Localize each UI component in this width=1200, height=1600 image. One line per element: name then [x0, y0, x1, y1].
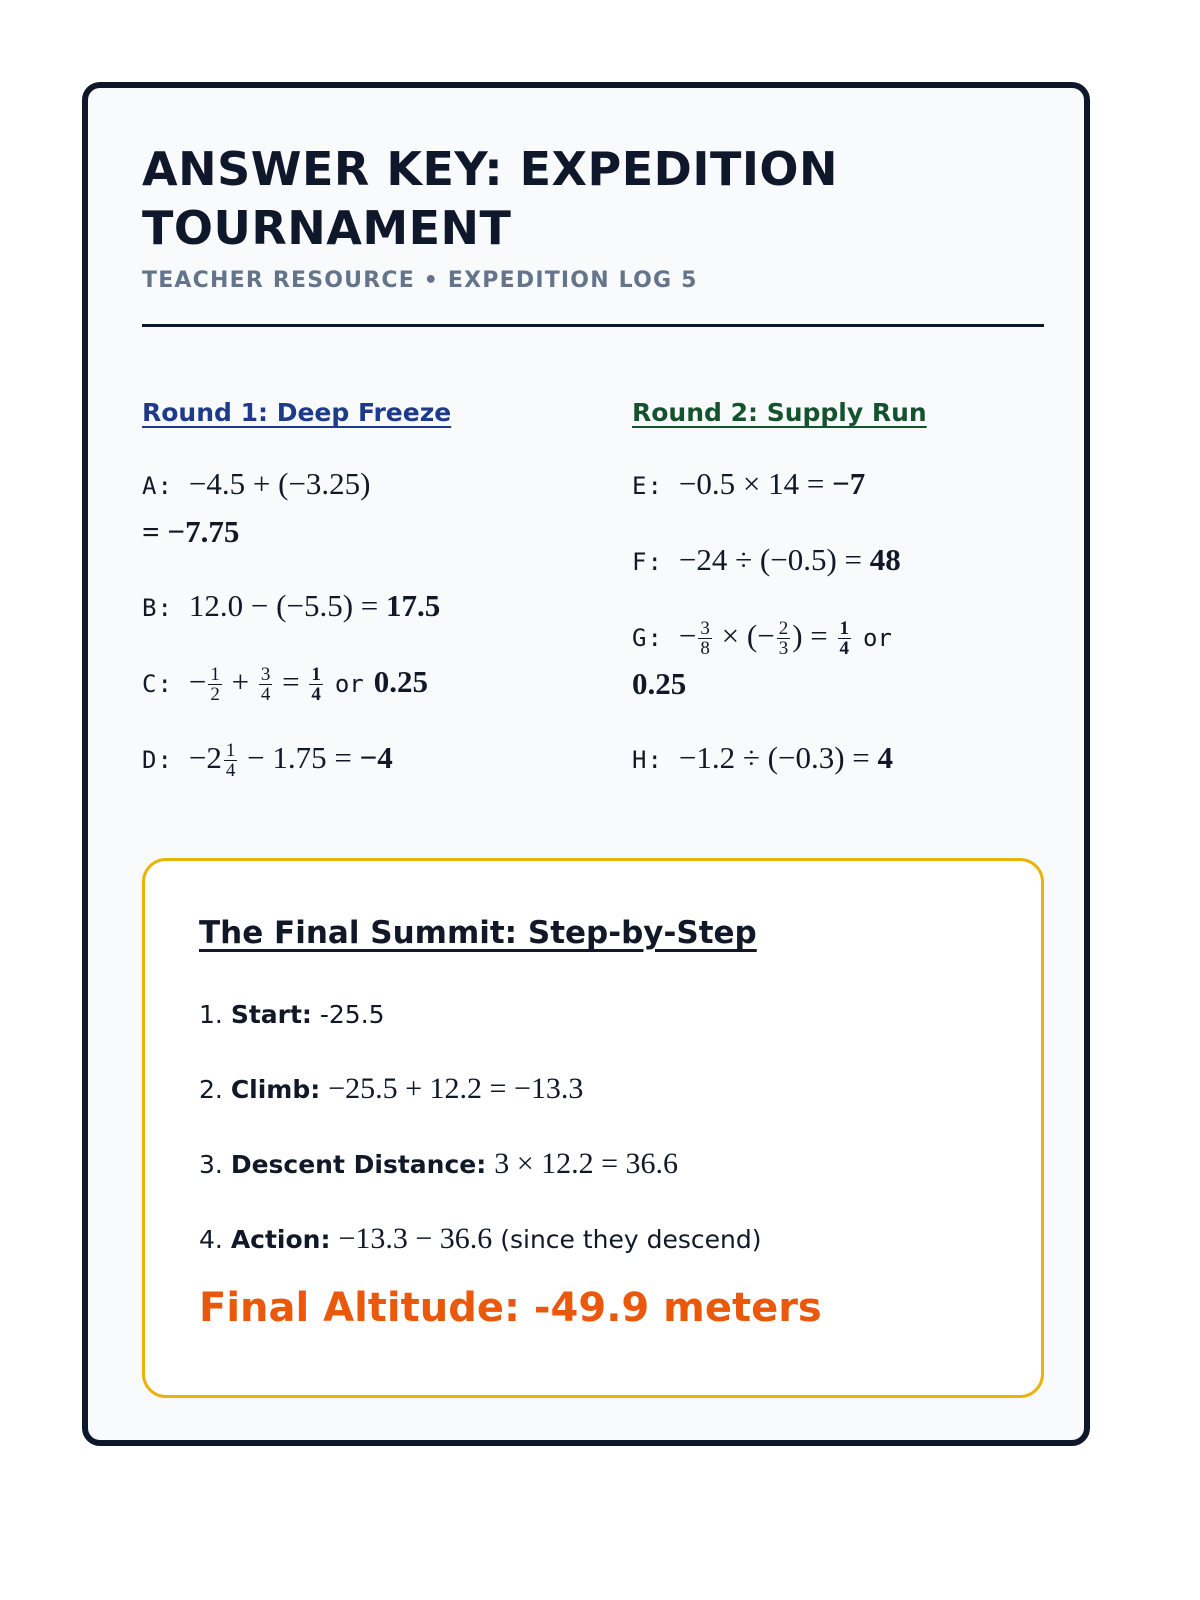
- or-word: or: [863, 624, 892, 652]
- step-label: Climb:: [230, 1075, 321, 1104]
- summit-title: The Final Summit: Step-by-Step: [199, 915, 757, 951]
- step-math: 3 × 12.2 = 36.6: [494, 1147, 679, 1180]
- problem-answer: 0.25: [632, 666, 687, 701]
- problem-label: F:: [632, 548, 663, 576]
- problem-e: [632, 461, 1072, 509]
- problem-c: [142, 659, 582, 707]
- problem-d: [142, 735, 582, 783]
- problem-expression: − $\frac{1}{2}$ + $\frac{3}{4}$ = $\frac{1}{4}$: [188, 664, 321, 706]
- step-number: 2.: [199, 1075, 223, 1104]
- summit-steps: [199, 993, 999, 1292]
- problem-f: [632, 537, 1072, 585]
- page-subtitle: TEACHER RESOURCE • EXPEDITION LOG 5: [142, 268, 698, 293]
- summit-step-2: [199, 1067, 999, 1112]
- page-title: ANSWER KEY: EXPEDITION TOURNAMENT: [142, 142, 839, 255]
- summit-step-4: [199, 1217, 999, 1262]
- header-divider: [142, 324, 1044, 327]
- problem-label: G:: [632, 624, 663, 652]
- problem-g: [632, 613, 1072, 707]
- step-number: 1.: [199, 1000, 223, 1029]
- step-label: Descent Distance:: [230, 1150, 487, 1179]
- summit-step-1: [199, 993, 999, 1037]
- problem-answer: 0.25: [373, 664, 429, 699]
- round-2-section: [632, 398, 1072, 811]
- problem-answer: 48: [869, 542, 901, 577]
- problem-label: B:: [142, 594, 173, 622]
- step-math: −13.3 − 36.6: [338, 1222, 493, 1255]
- problem-answer: −7: [832, 466, 866, 501]
- step-label: Start:: [230, 1000, 312, 1029]
- problem-expression: 12.0 − (−5.5) =: [188, 588, 379, 623]
- problem-answer: 4: [877, 740, 894, 775]
- round-1-section: [142, 398, 582, 811]
- step-note: (since they descend): [500, 1225, 762, 1254]
- problem-answer: 17.5: [386, 588, 441, 623]
- problem-expression: −2 $\frac{1}{4}$ − 1.75 =: [188, 740, 360, 782]
- final-summit-box: [142, 858, 1044, 1398]
- round-2-title: Round 2: Supply Run: [632, 398, 927, 427]
- problem-expression: − $\frac{3}{8}$ × (− $\frac{2}{3}$ ) = $\frac{1}{4}$: [678, 618, 849, 660]
- final-altitude: Final Altitude: -49.9 meters: [199, 1285, 822, 1331]
- problem-expression: −4.5 + (−3.25): [188, 466, 371, 501]
- problem-expression: −0.5 × 14 =: [678, 466, 825, 501]
- step-number: 3.: [199, 1150, 223, 1179]
- problem-h: [632, 735, 1072, 783]
- or-word: or: [334, 670, 364, 698]
- problem-label: H:: [632, 746, 663, 774]
- problem-expression: −24 ÷ (−0.5) =: [678, 542, 863, 577]
- problem-label: C:: [142, 670, 173, 698]
- problem-label: D:: [142, 746, 173, 774]
- step-value: -25.5: [319, 1000, 385, 1029]
- problem-b: [142, 583, 582, 631]
- problem-label: A:: [142, 472, 173, 500]
- step-number: 4.: [199, 1225, 223, 1254]
- answer-key-card: [82, 82, 1090, 1446]
- round-1-title: Round 1: Deep Freeze: [142, 398, 452, 427]
- problem-a: [142, 461, 582, 555]
- step-math: −25.5 + 12.2 = −13.3: [328, 1072, 584, 1105]
- step-label: Action:: [230, 1225, 331, 1254]
- problem-answer: −4: [359, 740, 393, 775]
- problem-expression: −1.2 ÷ (−0.3) =: [678, 740, 870, 775]
- summit-step-3: [199, 1142, 999, 1187]
- problem-label: E:: [632, 472, 663, 500]
- problem-answer: = −7.75: [142, 514, 240, 549]
